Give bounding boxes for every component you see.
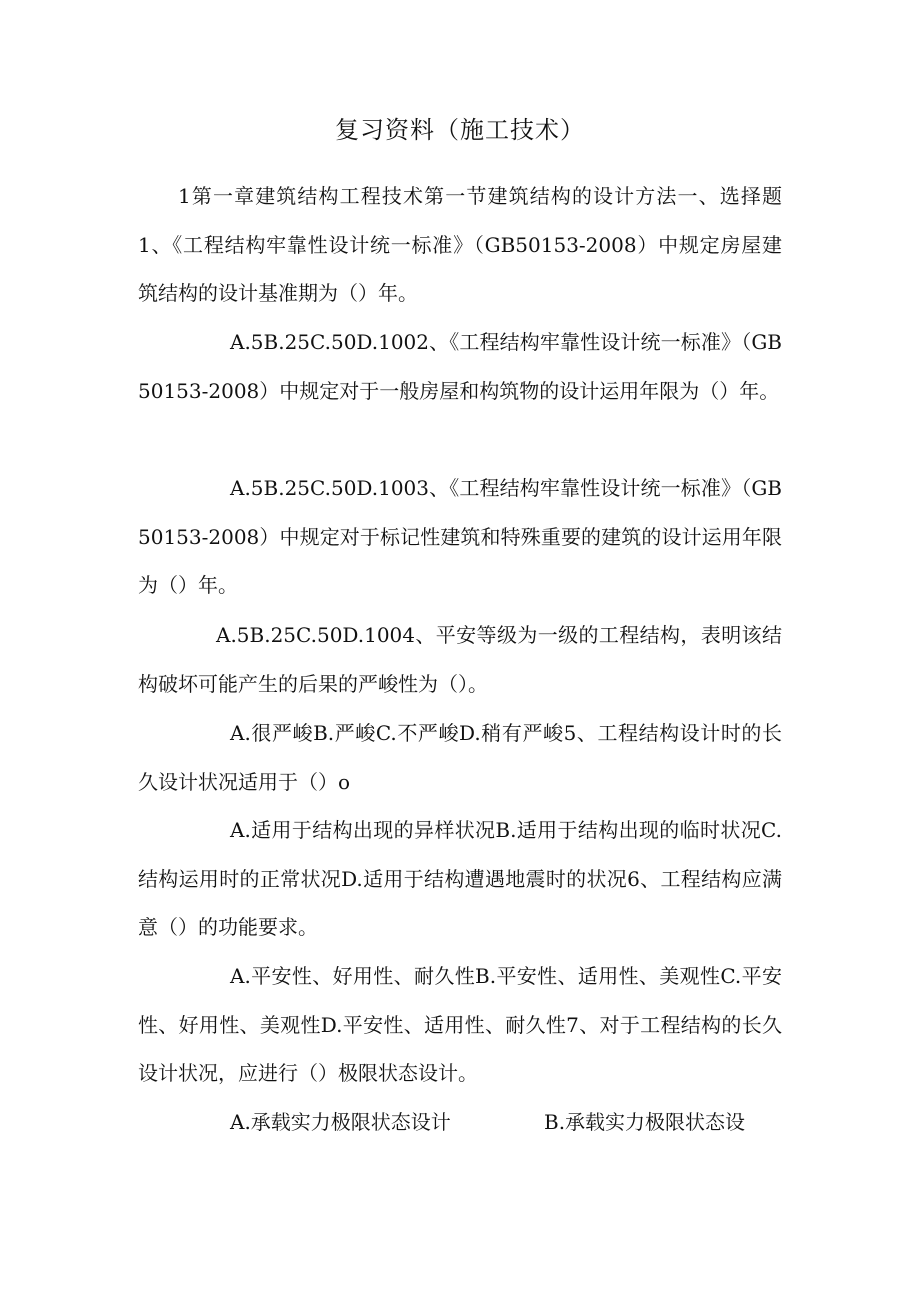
option-b: B.承载实力极限状态设 <box>544 1110 746 1134</box>
option-a: A.承载实力极限状态设计 <box>230 1110 451 1134</box>
paragraph-question-3: A.5B.25C.50D.1003、《工程结构牢靠性设计统一标准》（GB50153-2008）中规定对于标记性建筑和特殊重要的建筑的设计运用年限为（）年。 <box>138 476 782 597</box>
paragraph-question-2: A.5B.25C.50D.1002、《工程结构牢靠性设计统一标准》（GB50153-2008）中规定对于一般房屋和构筑物的设计运用年限为（）年。 <box>138 330 782 403</box>
last-options-row <box>230 1098 830 1147</box>
paragraph-question-1: 1第一章建筑结构工程技术第一节建筑结构的设计方法一、选择题1、《工程结构牢靠性设计统一标准》（GB50153-2008）中规定房屋建筑结构的设计基准期为（）年。 <box>138 184 782 305</box>
paragraph-question-5: A.很严峻B.严峻C.不严峻D.稍有严峻5、工程结构设计时的长久设计状况适用于（）o <box>138 721 782 794</box>
paragraph-question-6: A.适用于结构出现的异样状况B.适用于结构出现的临时状况C.结构运用时的正常状况D.适用于结构遭遇地震时的状况6、工程结构应满意（）的功能要求。 <box>138 818 782 939</box>
paragraph-question-4: A.5B.25C.50D.1004、平安等级为一级的工程结构，表明该结构破坏可能产生的后果的严峻性为（）。 <box>138 623 782 696</box>
paragraph-question-7: A.平安性、好用性、耐久性B.平安性、适用性、美观性C.平安性、好用性、美观性D.平安性、适用性、耐久性7、对于工程结构的长久设计状况，应进行（）极限状态设计。 <box>138 964 782 1085</box>
document-title: 复习资料（施工技术） <box>335 116 585 144</box>
